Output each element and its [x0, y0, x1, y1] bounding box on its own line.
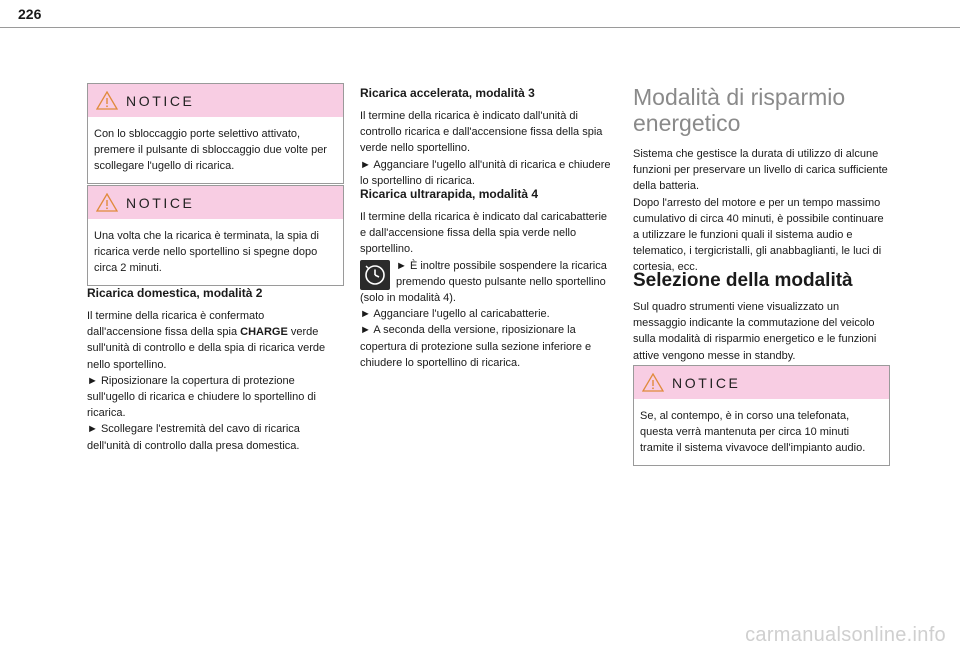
- section-heading: Ricarica accelerata, modalità 3: [360, 86, 535, 100]
- notice-title: NOTICE: [126, 195, 195, 211]
- notice-header: [634, 366, 889, 399]
- warning-triangle-icon: [96, 193, 118, 212]
- step: ► Riposizionare la copertura di protezione sull'ugello di ricarica e chiudere lo sportellino di ricarica.: [87, 374, 316, 420]
- section-energy-saving: [633, 84, 888, 276]
- section-mode-3: [360, 86, 615, 189]
- step: ► Scollegare l'estremità del cavo di ricarica dell'unità di controllo dalla presa domestica.: [87, 423, 300, 452]
- step: ► Agganciare l'ugello al caricabatterie.: [360, 308, 550, 321]
- notice-text: Con lo sbloccaggio porte selettivo attivato, premere il pulsante di sbloccaggio due volte per scollegare l'ugello di ricarica.: [94, 128, 327, 172]
- paragraph: Dopo l'arresto del motore e per un tempo massimo cumulativo di circa 40 minuti, è possibile continuare a utilizzare le funzioni quali il sistema audio e telematico, i tergicristalli, gli anabbaglianti, le luci di cortesia, ecc.: [633, 196, 884, 274]
- step: ► A seconda della versione, riposizionare la copertura di protezione sulla sezione inferiore e chiudere lo sportellino di ricarica.: [360, 324, 592, 369]
- header-rule: [0, 27, 960, 28]
- notice-text: Se, al contempo, è in corso una telefonata, questa verrà mantenuta per circa 10 minuti tramite il sistema vivavoce dell'impianto audio.: [640, 410, 866, 454]
- paragraph: Il termine della ricarica è indicato dall'unità di controllo ricarica e dall'accensione fissa della spia verde nello sportellino.: [360, 110, 603, 155]
- page-number: 226: [18, 6, 42, 22]
- notice-title: NOTICE: [672, 375, 741, 391]
- charge-label: CHARGE: [240, 326, 288, 339]
- notice-box: [633, 365, 890, 466]
- notice-header: [88, 186, 343, 219]
- notice-header: [88, 84, 343, 117]
- section-title: Modalità di risparmio energetico: [633, 84, 846, 136]
- step-with-icon: [360, 258, 615, 307]
- paragraph: Sistema che gestisce la durata di utilizzo di alcune funzioni per preservare un livello di carica sufficiente della batteria.: [633, 148, 888, 193]
- section-domestic-charging: [87, 286, 342, 454]
- notice-box: [87, 185, 344, 286]
- paragraph: Sul quadro strumenti viene visualizzato un messaggio indicante la commutazione del veicolo sulla modalità di risparmio energetico e le funzioni attive vengono messe in standby.: [633, 301, 877, 362]
- charge-timer-button-icon: [360, 260, 390, 290]
- section-heading: Ricarica ultrarapida, modalità 4: [360, 187, 539, 201]
- step: ► Agganciare l'ugello all'unità di ricarica e chiudere lo sportellino di ricarica.: [360, 158, 611, 187]
- section-mode-4: [360, 187, 615, 371]
- warning-triangle-icon: [96, 91, 118, 110]
- section-title: Selezione della modalità: [633, 270, 853, 291]
- watermark: carmanualsonline.info: [745, 624, 946, 646]
- paragraph: Il termine della ricarica è indicato dal caricabatterie e dall'accensione fissa della spia verde nello sportellino.: [360, 211, 608, 256]
- notice-title: NOTICE: [126, 93, 195, 109]
- section-mode-selection: [633, 270, 888, 364]
- notice-box: [87, 83, 344, 184]
- warning-triangle-icon: [642, 373, 664, 392]
- step: ► È inoltre possibile sospendere la ricarica premendo questo pulsante nello sportellino (solo in modalità 4).: [360, 259, 607, 305]
- paragraph: Il termine della ricarica è confermato dall'accensione fissa della spia CHARGE verde sull'unità di controllo e della spia di ricarica verde nello sportellino.: [87, 310, 326, 371]
- notice-text: Una volta che la ricarica è terminata, la spia di ricarica verde nello sportellino si spegne dopo circa 2 minuti.: [94, 230, 319, 274]
- section-heading: Ricarica domestica, modalità 2: [87, 286, 263, 300]
